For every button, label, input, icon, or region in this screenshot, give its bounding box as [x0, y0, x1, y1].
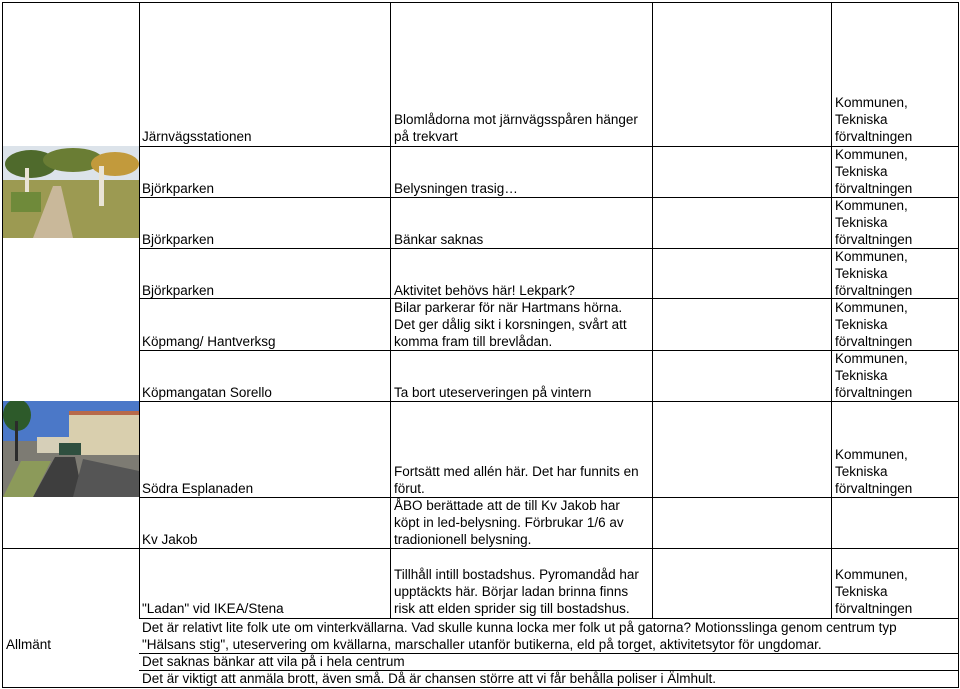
place-cell: "Ladan" vid IKEA/Stena	[142, 601, 284, 616]
issue-line: Belysningen trasig…	[394, 181, 518, 196]
place-cell: Björkparken	[142, 283, 215, 298]
responsible-line: Tekniska	[835, 215, 888, 230]
responsible-line: förvaltningen	[835, 232, 913, 247]
responsible-line: Tekniska	[835, 266, 888, 281]
responsible-line: Kommunen,	[835, 300, 908, 315]
responsible-line: förvaltningen	[835, 385, 913, 400]
street-photo-icon	[3, 401, 139, 497]
issue-line: Bänkar saknas	[394, 232, 484, 247]
responsible-line: Tekniska	[835, 164, 888, 179]
responsible-line: Kommunen,	[835, 95, 908, 110]
place-cell: Södra Esplanaden	[142, 481, 254, 496]
general-line: Det är viktigt att anmäla brott, även små. Då är chansen större att vi får behålla poliser i Älmhult.	[142, 671, 717, 686]
responsible-line: Tekniska	[835, 368, 888, 383]
place-cell: Köpmangatan Sorello	[142, 385, 272, 400]
issue-line: upptäckts här. Börjar ladan brinna finns	[394, 584, 629, 599]
responsible-line: förvaltningen	[835, 601, 913, 616]
place-cell: Järnvägsstationen	[142, 129, 252, 144]
responsible-line: förvaltningen	[835, 181, 913, 196]
issue-line: på trekvart	[394, 129, 458, 144]
issue-line: Tillhåll intill bostadshus. Pyromandåd har	[394, 567, 639, 582]
issue-line: ÅBO berättade att de till Kv Jakob har	[394, 498, 620, 513]
responsible-line: förvaltningen	[835, 334, 913, 349]
place-cell: Kv Jakob	[142, 532, 198, 547]
issue-line: köpt in led-belysning. Förbrukar 1/6 av	[394, 515, 624, 530]
responsible-line: Kommunen,	[835, 351, 908, 366]
park-photo-icon	[3, 146, 139, 238]
responsible-line: Kommunen,	[835, 567, 908, 582]
general-line: Det är relativt lite folk ute om vinterkvällarna. Vad skulle kunna locka mer folk ut på gatorna? Motionsslinga genom centrum typ	[142, 620, 897, 635]
responsible-line: Tekniska	[835, 317, 888, 332]
place-cell: Köpmang/ Hantverksg	[142, 334, 276, 349]
responsible-line: Tekniska	[835, 112, 888, 127]
issue-line: Det ger dålig sikt i korsningen, svårt att	[394, 317, 627, 332]
issue-line: tradionionell belysning.	[394, 532, 532, 547]
issue-line: Bilar parkerar för när Hartmans hörna.	[394, 300, 623, 315]
responsible-line: Kommunen,	[835, 147, 908, 162]
responsible-line: förvaltningen	[835, 283, 913, 298]
issue-line: Aktivitet behövs här! Lekpark?	[394, 283, 575, 298]
issue-line: Blomlådorna mot järnvägsspåren hänger	[394, 112, 638, 127]
general-line: Det saknas bänkar att vila på i hela centrum	[142, 654, 405, 669]
responsible-line: Kommunen,	[835, 198, 908, 213]
issue-line: komma fram till brevlådan.	[394, 334, 553, 349]
responsible-line: Kommunen,	[835, 447, 908, 462]
issue-line: Fortsätt med allén här. Det har funnits en	[394, 464, 639, 479]
general-line: "Hälsans stig", uteservering om kvällarna, marschaller utanför butikerna, eld på torget, aktivitetsytor för ungdomar.	[142, 637, 822, 652]
issue-line: förut.	[394, 481, 425, 496]
place-cell: Björkparken	[142, 181, 215, 196]
responsible-line: Tekniska	[835, 584, 888, 599]
issue-line: risk att elden sprider sig till bostadshus.	[394, 601, 630, 616]
responsible-line: Tekniska	[835, 464, 888, 479]
responsible-line: förvaltningen	[835, 481, 913, 496]
issue-line: Ta bort uteserveringen på vintern	[394, 385, 592, 400]
place-cell: Björkparken	[142, 232, 215, 247]
responsible-line: förvaltningen	[835, 129, 913, 144]
general-label: Allmänt	[6, 637, 52, 652]
responsible-line: Kommunen,	[835, 249, 908, 264]
